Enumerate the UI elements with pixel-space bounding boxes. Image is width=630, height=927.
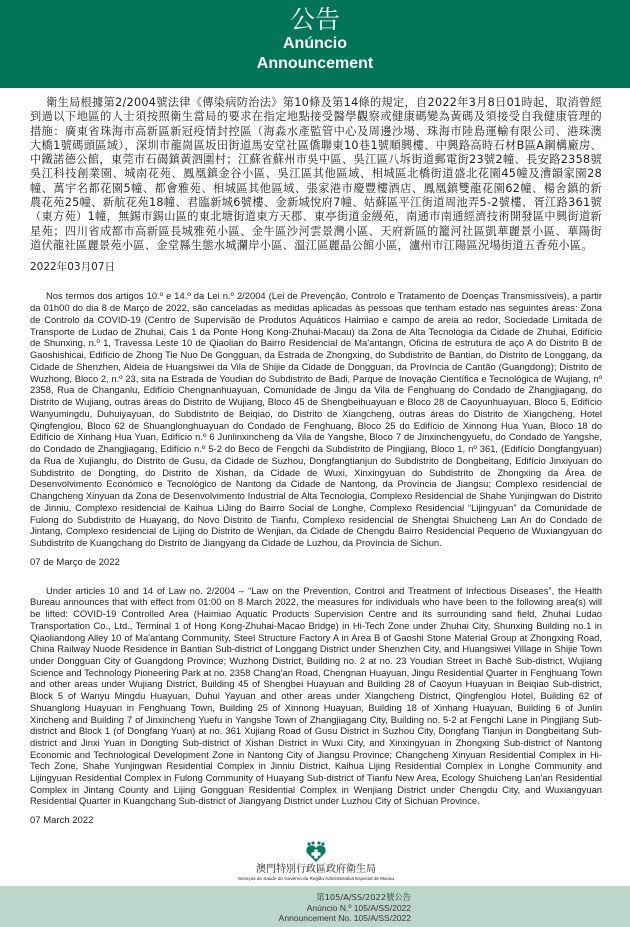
date-pt: 07 de Março de 2022 bbox=[30, 556, 120, 568]
logo-name-zh: 澳門特別行政區政府衛生局 bbox=[256, 864, 376, 876]
logo-name-pt: Serviços de Saúde do Governo da Região Administrativa Especial de Macau bbox=[237, 876, 395, 882]
heart-cross-logo-icon bbox=[305, 841, 327, 863]
announcement-number-pt: Anúncio N.º 105/A/SS/2022 bbox=[306, 903, 411, 914]
title-pt: Anúncio bbox=[283, 35, 347, 52]
header-banner bbox=[0, 0, 630, 88]
title-zh: 公告 bbox=[289, 5, 340, 34]
body-en: Under articles 10 and 14 of Law no. 2/2004 – “Law on the Prevention, Control and Treatment of Infectious Diseases”, the Health Bureau announces that with effect from 01:00 on 8 March 2022, the measures for individuals who have been to the following area(s) will be lifted: COVID-19 Controlled Area (Haimiao Aquatic Products Supervision Centre and its surrounding sand field, Zhuhai Ludao Transportation Co., Ltd., Terminal 1 of Hong Kong-Zhuhai-Macao Bridge) in Hi-Tech Zone under Zhuhai City, Shunxing Building no.1 in Qiaoliandong Alley 10 of Ma'antang Community, Steel Structure Factory A in Area B of Gaoshi Stone Material Group at Zhongxing Road, China Railway Nuode Residence in Bantian Sub-district of Longgang District under Shenzhen City, and Huangsiwei Village in Shijie Town under Dongguan City of Guangdong Province; Wuzhong District, Building no. 2 at no. 23 Youdian Street in Bachě Sub-district, Wujiang Science and Technology Pioneering Park at no. 2358 Chang'an Road, Chengnan Huayuan, Jingu Residential Quarter in Fenghuang Town and other areas under Wujiang District, Building 45 of Shengbei Huayuan and Building 28 of Caoyun Huayuan in Beiqiao Sub-district, Block 5 of Wanyu Mingdu Huayuan, Duhui Yayuan and other areas under Xiangcheng District, Qingfenglou Hotel, Building 62 of Shuanglong Huayuan in Fenghuang Town, Building 25 of Xinnong Huayuan, Building 18 of Xinhang Huayuan, Building 6 of Junlin Xincheng and Building 7 of Jinxincheng Yuefu in Yangshe Town of Zhangjiagang City, Building no. 5-2 at Fengchi Lane in Pingjiang Sub-district and Block 1 (of Dongfang Yuan) at no. 361 Xujiang Road of Gusu District in Suzhou City, Dongfang Tianjun in Dongbeitang Sub-district and Jinxi Yuan in Dongting Sub-district of Xishan District in Wuxi City, and Xinxingyuan in Zhongxing Sub-district of Nantong Economic and Technological Development Zone in Nantong City of Jiangsu Province; Changcheng Xinyuan Residential Complex in Hi-Tech Zone, Shahe Yunjingwan Residential Complex in Jinniu District, Kaihua Lijing Residential Complex in Longhe Community and Lijingyuan Residential Complex in Fulong Community of Huayang Sub-district of Tianfu New Area, Ecology Shuicheng Lan'an Residential Complex in Jintang County and Lijing Gongguan Residential Complex in Wenjiang District under Chengdu City, and Wuxiangyuan Residential Quarter in Kuangchang Sub-district of Jiangyang District under Luzhou City of Sichuan Province. bbox=[30, 584, 602, 807]
body-zh: 衛生局根據第2/2004號法律《傳染病防治法》第10條及第14條的規定，自2022年3月8日01時起，取消曾經到過以下地區的人士須按照衛生當局的要求在指定地點接受醫學觀察或健康碼變為黃碼及須接受自我健康管理的措施：廣東省珠海市高新區新冠疫情封控區（海淼水產監管中心及周邊沙場、珠海市陸島運輸有限公司、港珠澳大橋1號碼頭區域），深圳市龍崗區坂田街道馬安堂社區僑聯東10巷1號順興樓、中興路高時石材B區A鋼構廠房、中鐵諾德公館，東莞市石碣鎮黃泗圍村；江蘇省蘇州市吳中區、吳江區八坼街道郵電街23號2幢、長安路2358號吳江科技創業園、城南花苑、鳳凰鎮金谷小區、吳江區其他區域、相城區北橋街道盛北花園45幢及漕韻家園28幢、萬宇名都花園5幢、都會雅苑、相城區其他區域、張家港市慶豐樓酒店、鳳凰鎮雙龍花園62幢、楊舍鎮的新農花苑25幢、新航花苑18幢、君臨新城6號樓、金新城悅府7幢、姑蘇區平江街道周池弄5-2號樓、胥江路361號（東方苑）1幢，無錫市錫山區的東北塘街道東方天郡、東亭街道金縵苑，南通市南通經濟技術開發區中興街道新星苑；四川省成都市高新區長城雅苑小區、金牛區沙河雲景灣小區、天府新區的籠河社區凱華麗景小區、華陽街道伏龍社區麗景苑小區、金堂縣生態水城瀾岸小區、溫江區麗晶公館小區，瀘州市江陽區況場街道五香苑小區。 bbox=[30, 96, 602, 252]
announcement-number-en: Announcement No. 105/A/SS/2022 bbox=[278, 913, 411, 924]
title-en: Announcement bbox=[256, 55, 374, 72]
date-zh: 2022年03月07日 bbox=[30, 261, 115, 274]
date-en: 07 March 2022 bbox=[30, 815, 94, 827]
body-pt: Nos termos dos artigos 10.º e 14.º da Lei n.º 2/2004 (Lei de Prevenção, Controlo e Tratamento de Doenças Transmissíveis), a partir da 01h00 do dia 8 de Março de 2022, são canceladas as medidas aplicadas às pessoas que tenham estado nas seguintes áreas: Zona de Controlo da COVID-19 (Centro de Supervisão de Produtos Aquáticos Haimiao e campo de areia ao redor, Sociedade Limitada de Transporte de Ludao de Zhuhai, Cais 1 da Ponte Hong Kong-Zhuhai-Macau) da Zona de Alta Tecnologia da Cidade de Zhuhai, Edifício de Shunxing, n.º 1, Travessa Leste 10 de Qiaolian do Bairro Residencial de Ma'antangn, Oficina de estrutura de aço A do Distrito B de Gaoshishicai, Edifício de Zhong Tie Nuo De Gongguan, da Estrada de Zhongxing, do Subdistrito de Bantian, do Distrito de Longgang, da Cidade de Shenzhen, Aldeia de Huangsiwei da Vila de Shijie da Cidade de Dongguan, da Província de Cantão (Guangdong); Distrito de Wuzhong, Bloco 2, n.º 23, sita na Estrada de Youdian do Subdistrito de Badi, Parque de Inovação Científica e Tecnológica de Wujiang, nº 2358, Rua de Changanlu, Edifício Chengnanhuayuan, Comunidade de Jingu da Vila de Fenghuang do Condado de Zhangjiagang, do Distrito de Wujiang, outras áreas do Distrito de Wujiang, Bloco 45 de Shengbeihuayuan e Bloco 28 de Caoyunhuayuan, Bloco 5, Edifício Wanyumingdu, Duhuiyayuan, do Subdistrito de Beiqiao, do Distrito de Xiangcheng, outras áreas do Distrito de Xiangcheng, Hotel Qingfenglou, Bloco 62 de Shuanglonghuayuan do Condado de Fenghuang, Bloco 25 do Edifício de Xinnong Hua Yuan, Bloco 18 do Edifício de Xinhang Hua Yuan, Edifício n.º 6 Junlinxincheng da Vila de Yangshe, Bloco 7 de Jinxinchengyuefu, do Condado de Yangshe, do Condado de Zhangjiagang, Edifício n.º 5-2 do Beco de Fengchi da Subdistrito de Pingjiang, Bloco 1, nº 361, (Edifício Dongfangyuan) da Rua de Xujianglu, do Distrito de Gusu, da Cidade de Suzhou, Dongfangtianjun do Subdistrito de Dongbeitang, Edifício Jinxiyuan do Subdistrito de Dongting, do Distrito de Xishan, da Cidade de Wuxi, Xinxingyuan do Subdistrito de Zhongxing da Área de Desenvolvimento Económico e Tecnológico de Nantong da Cidade de Nantong, da Província de Jiangsu; Complexo residencial de Changcheng Xinyuan da Zona de Desenvolvimento Industrial de Alta Tecnologia, Complexo Residencial de Shahe Yunjingwan do Distrito de Jinniu, Complexo residencial de Kaihua LiJing do Bairro Social de Longhe, Complexo Residencial “Lijingyuan” da Comunidade de Fulong do Subdistrito de Huayang, do Novo Distrito de Tianfu, Complexo residencial de Shengtai Shuicheng Lan An do Condado de Jintang, Complexo residencial de Lijing do Distrito de Wenjian, da Cidade de Chengdu Bairro Residencial Pequeno de Wuxiangyuan do Subdistrito de Kuangchang do Distrito de Jiangyang da Cidade de Luzhou, da Província de Sichun. bbox=[30, 290, 602, 549]
footer-band bbox=[0, 886, 630, 927]
health-bureau-logo bbox=[186, 841, 446, 882]
announcement-number-zh: 第105/A/SS/2022號公告 bbox=[316, 892, 411, 903]
announcement-content bbox=[0, 88, 630, 886]
